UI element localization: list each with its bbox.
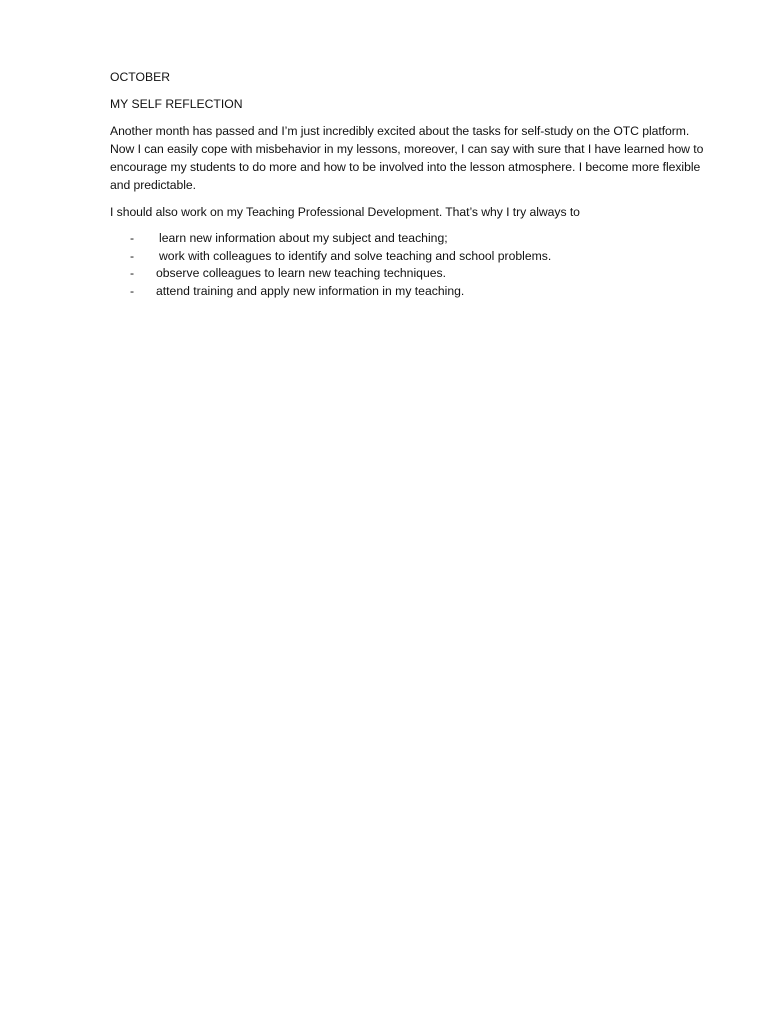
list-item	[110, 230, 710, 248]
list-item-text: attend training and apply new information in my teaching.	[156, 283, 465, 298]
reflection-paragraph: Another month has passed and I’m just incredibly excited about the tasks for self-study on the OTC platform. Now I can easily cope with misbehavior in my lessons, moreover, I can say with sure that I have learned how to encourage my students to do more and how to be involved into the lesson atmosphere. I become more flexible and predictable.	[110, 124, 704, 192]
dash-bullet: -	[130, 248, 135, 263]
dash-bullet: -	[130, 283, 135, 298]
list-item-text: learn new information about my subject and teaching;	[159, 231, 448, 245]
document-body	[110, 68, 710, 300]
dash-bullet: -	[130, 231, 135, 245]
list-item-text: observe colleagues to learn new teaching techniques.	[156, 266, 446, 280]
development-paragraph: I should also work on my Teaching Professional Development. That’s why I try always to	[110, 205, 580, 219]
goals-list	[110, 230, 710, 300]
dash-bullet: -	[130, 266, 135, 280]
list-item	[110, 283, 710, 301]
page-title: MY SELF REFLECTION	[110, 97, 243, 111]
list-item-text: work with colleagues to identify and solve teaching and school problems.	[159, 248, 552, 263]
month-heading: OCTOBER	[110, 70, 171, 84]
list-item	[110, 265, 710, 283]
list-item	[110, 248, 710, 266]
